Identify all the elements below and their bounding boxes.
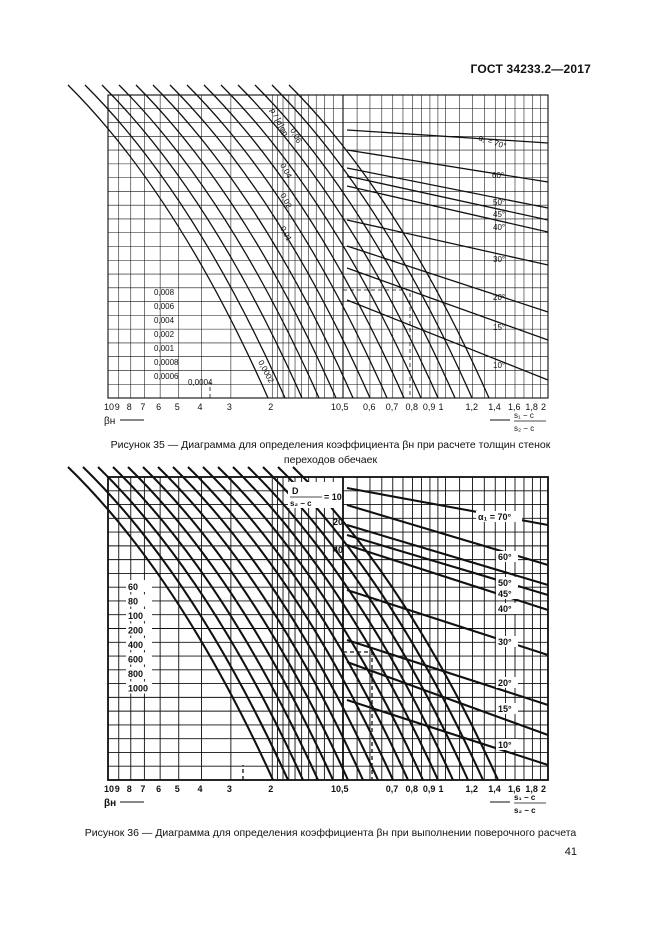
ratio-tick-label: 2 — [541, 784, 547, 794]
ratio-tick-label: 0,9 — [422, 402, 436, 412]
param-value-label: 1000 — [128, 683, 149, 694]
ratio-tick-label: 1,6 — [508, 784, 521, 794]
ratio-tick-label: 0,7 — [385, 784, 399, 794]
param-value-label: 20 — [333, 517, 344, 527]
ratio-tick-label: 1,2 — [465, 402, 478, 412]
alpha-value-label: 10° — [493, 361, 506, 370]
beta-tick-label: 7 — [140, 784, 146, 794]
ratio-label-numerator: s₁ − c — [514, 793, 536, 802]
beta-tick-label: 1 — [331, 784, 337, 794]
beta-tick-label: 9 — [114, 784, 120, 794]
beta-tick-label: 10 — [104, 402, 115, 412]
beta-tick-label: 10 — [104, 784, 115, 794]
param-value-label: 0,02 — [278, 191, 294, 210]
param-value-label: 800 — [128, 669, 144, 679]
figure-36-caption — [70, 826, 591, 841]
alpha-value-label: 30° — [498, 637, 512, 647]
param-label: p / [σ]φр — [268, 106, 291, 138]
beta-curve — [263, 467, 468, 780]
beta-tick-label: 7 — [140, 402, 146, 412]
alpha-value-label: 15° — [493, 323, 506, 332]
figure-35-caption-line2: переходов обечаек — [283, 454, 378, 466]
param-label: D — [292, 486, 299, 496]
alpha-value-label: 10° — [498, 740, 512, 750]
figure-35-caption-line1: Рисунок 35 — Диаграмма для определения коэффициента βн при расчете толщин стенок — [110, 439, 551, 451]
param-value-label: 0,0004 — [188, 378, 213, 387]
ratio-tick-label: 1,6 — [508, 402, 521, 412]
param-value-label: 0,0002 — [256, 358, 276, 385]
ratio-tick-label: 0,9 — [422, 784, 436, 794]
beta-tick-label: 5 — [174, 784, 180, 794]
param-value-label: = 10 — [324, 492, 342, 502]
beta-tick-label: 9 — [114, 402, 120, 412]
ratio-tick-label: 0,8 — [405, 402, 419, 412]
ratio-tick-label: 0,6 — [362, 402, 376, 412]
figure-36-caption-text: Рисунок 36 — Диаграмма для определения коэффициента βн при выполнении поверочного расчета — [84, 827, 577, 839]
ratio-label-denominator: s₂ − c — [514, 806, 536, 815]
ratio-tick-label: 1,4 — [488, 402, 501, 412]
alpha-value-label: 45° — [498, 589, 512, 599]
beta-tick-label: 6 — [156, 784, 162, 794]
beta-tick-label: 4 — [197, 784, 203, 794]
beta-curve — [293, 467, 498, 780]
ratio-tick-label: 1,8 — [525, 784, 538, 794]
param-value-label: 0,002 — [154, 330, 175, 339]
beta-tick-label: 5 — [174, 402, 180, 412]
alpha-value-label: 60° — [498, 552, 512, 562]
ratio-tick-label: 1 — [438, 402, 444, 412]
ratio-tick-label: 0,5 — [336, 402, 349, 412]
ratio-tick-label: 1 — [438, 784, 444, 794]
param-value-label: 60 — [128, 582, 139, 592]
beta-curve — [248, 467, 453, 780]
alpha-value-label: 15° — [498, 704, 512, 714]
beta-tick-label: 8 — [126, 784, 132, 794]
beta-axis-label: βн — [104, 798, 117, 809]
page-number: 41 — [564, 846, 577, 858]
ratio-tick-label: 1,8 — [525, 402, 538, 412]
param-value-label: 0,004 — [154, 316, 175, 325]
param-value-label: 0,06 — [288, 126, 304, 145]
param-value-label: 0,0008 — [154, 358, 179, 367]
beta-tick-label: 2 — [268, 402, 274, 412]
alpha-value-label: 40° — [498, 604, 512, 614]
param-value-label: 0,001 — [154, 344, 175, 353]
beta-tick-label: 3 — [226, 784, 232, 794]
alpha-value-label: α₁ = 70° — [477, 133, 508, 151]
alpha-value-label: 40° — [493, 223, 506, 232]
alpha-value-label: α₁ = 70° — [478, 512, 512, 522]
param-value-label: 0,04 — [278, 161, 294, 180]
param-value-label: 80 — [128, 596, 139, 607]
beta-tick-label: 3 — [226, 402, 232, 412]
beta-tick-label: 6 — [156, 402, 162, 412]
ratio-tick-label: 2 — [541, 402, 547, 412]
param-value-label: 0,008 — [154, 288, 175, 297]
ratio-tick-label: 1,2 — [465, 784, 478, 794]
alpha-value-label: 20° — [493, 293, 506, 302]
standard-code: ГОСТ 34233.2—2017 — [470, 62, 591, 76]
ratio-label-denominator: s₂ − c — [514, 424, 535, 433]
ratio-tick-label: 0,8 — [405, 784, 419, 794]
ratio-label-numerator: s₁ − c — [514, 411, 534, 420]
beta-tick-label: 4 — [197, 402, 203, 412]
alpha-value-label: 45° — [493, 210, 506, 219]
param-value-label: 600 — [128, 654, 144, 665]
param-value-label: 0,006 — [154, 302, 175, 311]
alpha-value-label: 30° — [493, 255, 506, 264]
param-label: s₂ − c — [290, 499, 312, 508]
ratio-tick-label: 1,4 — [488, 784, 501, 794]
param-value-label: 100 — [128, 611, 144, 621]
beta-axis-label: βн — [104, 416, 116, 427]
param-value-label: 200 — [128, 625, 144, 636]
param-value-label: 400 — [128, 640, 144, 650]
param-value-label: 0,01 — [278, 224, 294, 243]
alpha-value-label: 60° — [492, 171, 505, 180]
beta-tick-label: 8 — [126, 402, 132, 412]
param-value-label: 0,0006 — [154, 372, 179, 381]
beta-tick-label: 1 — [331, 402, 337, 412]
ratio-tick-label: 0,5 — [336, 784, 349, 794]
beta-tick-label: 2 — [268, 784, 274, 794]
alpha-value-label: 50° — [493, 198, 506, 207]
alpha-value-label: 50° — [498, 578, 512, 588]
ratio-tick-label: 0,7 — [385, 402, 399, 412]
alpha-value-label: 20° — [498, 678, 512, 688]
param-value-label: 40 — [333, 545, 344, 555]
